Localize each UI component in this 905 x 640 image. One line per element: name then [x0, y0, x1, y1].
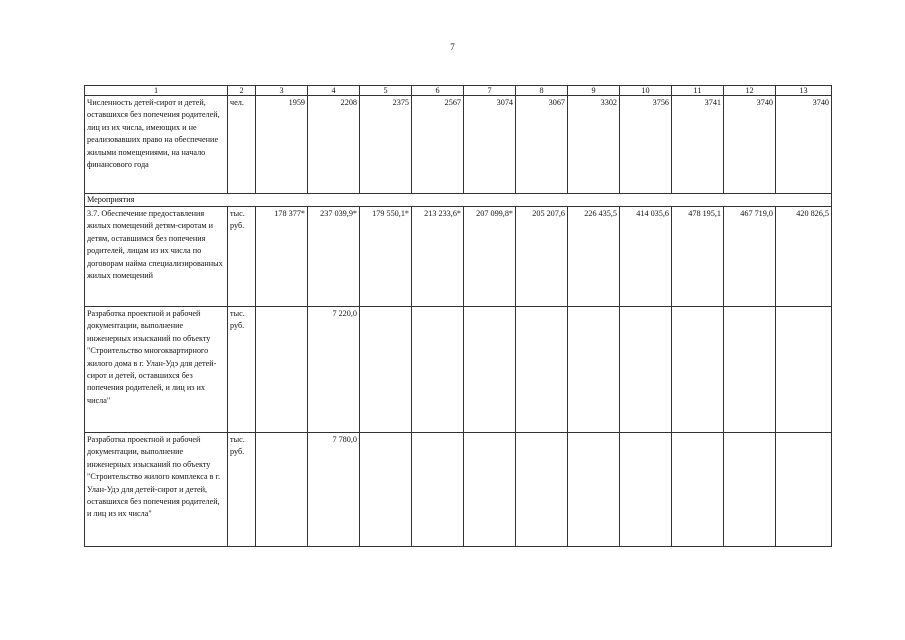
header-cell: 6	[412, 86, 464, 96]
value-cell: 2208	[308, 96, 360, 194]
header-cell: 8	[516, 86, 568, 96]
value-cell	[360, 307, 412, 433]
value-cell	[620, 433, 672, 547]
value-cell	[256, 307, 308, 433]
value-cell	[412, 307, 464, 433]
value-cell	[568, 433, 620, 547]
value-cell: 3741	[672, 96, 724, 194]
value-cell: 2567	[412, 96, 464, 194]
row-label: 3.7. Обеспечение предоставления жилых помещений детям-сиротам и детям, оставшимся без попечения родителей, лицам из их числа по договорам найма специализированных жилых помещений	[85, 207, 228, 307]
row-label: Разработка проектной и рабочей документации, выполнение инженерных изысканий по объекту "Строительство многоквартирного жилого дома в г. Улан-Удэ для детей-сирот и детей, оставшихся без попечения родителей, и лиц из их числа"	[85, 307, 228, 433]
value-cell: 226 435,5	[568, 207, 620, 307]
row-unit: тыс. руб.	[228, 307, 256, 433]
value-cell	[776, 307, 832, 433]
header-cell: 10	[620, 86, 672, 96]
value-cell: 414 035,6	[620, 207, 672, 307]
value-cell: 3074	[464, 96, 516, 194]
page-number: 7	[450, 42, 455, 52]
value-cell: 3302	[568, 96, 620, 194]
table-row	[85, 207, 832, 307]
value-cell	[620, 307, 672, 433]
value-cell	[412, 433, 464, 547]
value-cell: 467 719,0	[724, 207, 776, 307]
header-cell: 13	[776, 86, 832, 96]
value-cell	[464, 433, 516, 547]
value-cell: 7 220,0	[308, 307, 360, 433]
value-cell: 3740	[724, 96, 776, 194]
header-row	[85, 86, 832, 96]
table-row	[85, 307, 832, 433]
value-cell	[724, 307, 776, 433]
value-cell: 1959	[256, 96, 308, 194]
value-cell	[724, 433, 776, 547]
section-row	[85, 194, 832, 207]
table-row	[85, 96, 832, 194]
value-cell: 207 099,8*	[464, 207, 516, 307]
value-cell: 7 780,0	[308, 433, 360, 547]
value-cell	[360, 433, 412, 547]
header-cell: 12	[724, 86, 776, 96]
value-cell	[256, 433, 308, 547]
value-cell	[516, 307, 568, 433]
header-cell: 1	[85, 86, 228, 96]
value-cell	[464, 307, 516, 433]
header-cell: 7	[464, 86, 516, 96]
row-unit: тыс. руб.	[228, 207, 256, 307]
row-unit: чел.	[228, 96, 256, 194]
header-cell: 11	[672, 86, 724, 96]
value-cell: 213 233,6*	[412, 207, 464, 307]
data-table	[84, 85, 832, 547]
value-cell	[776, 433, 832, 547]
section-title: Мероприятия	[85, 194, 832, 207]
value-cell: 478 195,1	[672, 207, 724, 307]
value-cell: 179 550,1*	[360, 207, 412, 307]
value-cell: 3756	[620, 96, 672, 194]
value-cell	[672, 433, 724, 547]
value-cell: 178 377*	[256, 207, 308, 307]
value-cell: 3067	[516, 96, 568, 194]
value-cell: 3740	[776, 96, 832, 194]
value-cell: 420 826,5	[776, 207, 832, 307]
header-cell: 3	[256, 86, 308, 96]
value-cell	[568, 307, 620, 433]
header-cell: 9	[568, 86, 620, 96]
header-cell: 5	[360, 86, 412, 96]
row-label: Численность детей-сирот и детей, оставшихся без попечения родителей, лиц из их числа, имеющих и не реализовавших право на обеспечение жилыми помещениями, на начало финансового года	[85, 96, 228, 194]
value-cell: 237 039,9*	[308, 207, 360, 307]
value-cell	[516, 433, 568, 547]
row-label: Разработка проектной и рабочей документации, выполнение инженерных изысканий по объекту "Строительство жилого комплекса в г. Улан-Удэ для детей-сирот и детей, оставшихся без попечения родителей, и лиц из их числа"	[85, 433, 228, 547]
value-cell: 205 207,6	[516, 207, 568, 307]
header-cell: 2	[228, 86, 256, 96]
value-cell: 2375	[360, 96, 412, 194]
table-row	[85, 433, 832, 547]
row-unit: тыс. руб.	[228, 433, 256, 547]
header-cell: 4	[308, 86, 360, 96]
value-cell	[672, 307, 724, 433]
